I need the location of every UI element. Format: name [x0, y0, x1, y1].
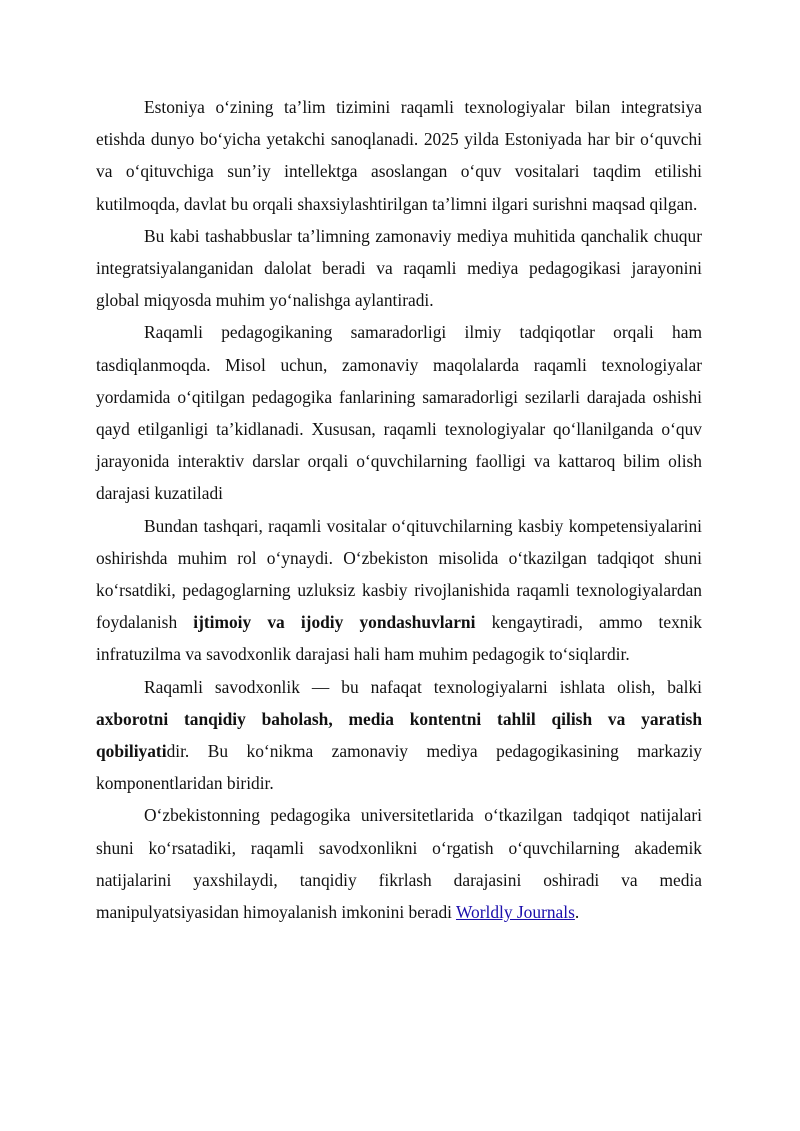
paragraph-text: O‘zbekistonning pedagogika universitetlarida o‘tkazilgan tadqiqot natijalari shuni ko‘rsatadiki, raqamli savodxonlikni o‘rgatish o‘quvchilarning akademik natijalarini yaxshilaydi, tanqidiy fikrlash darajasini oshiradi va media manipulyatsiyasidan himoyalanish imkonini beradi [96, 805, 702, 923]
worldly-journals-link[interactable]: Worldly Journals [456, 902, 575, 923]
paragraph-text: dir. Bu ko‘nikma zamonaviy mediya pedagogikasining markaziy komponentlaridan biridir. [96, 741, 702, 794]
bold-phrase: axborotni tanqidiy baholash, media kontentni tahlil qilish va yaratish qobiliyati [96, 708, 702, 762]
paragraph-initiatives: Bu kabi tashabbuslar ta’limning zamonaviy mediya muhitida qanchalik chuqur integratsiyalanganidan dalolat beradi va raqamli mediya pedagogikasi jarayonini global miqyosda muhim yo‘nalishga aylantiradi. [96, 225, 702, 311]
paragraph-text: kengaytiradi, ammo texnik infratuzilma va savodxonlik darajasi hali ham muhim pedagogik to‘siqlardir. [96, 612, 702, 665]
bold-phrase: ijtimoiy va ijodiy yondashuvlarni [193, 612, 476, 633]
paragraph-effectiveness: Raqamli pedagogikaning samaradorligi ilmiy tadqiqotlar orqali ham tasdiqlanmoqda. Misol uchun, zamonaviy maqolalarda raqamli texnologiyalar yordamida o‘qitilgan pedagogika fanlarining samaradorligi sezilarli darajada oshishi qayd etilganligi ta’kidlanadi. Xususan, raqamli texnologiyalar qo‘llanilganda o‘quv jarayonida interaktiv darslar orqali o‘quvchilarning faolligi va kattaroq bilim olish darajasi kuzatiladi [96, 322, 702, 504]
paragraph-text: Raqamli savodxonlik — bu nafaqat texnologiyalarni ishlata olish, balki [144, 676, 702, 697]
paragraph-text: . [574, 902, 580, 923]
paragraph-research-results [96, 799, 702, 928]
paragraph-estonia: Estoniya o‘zining ta’lim tizimini raqamli texnologiyalar bilan integratsiya etishda dunyo bo‘yicha yetakchi sanoqlanadi. 2025 yilda Estoniyada har bir o‘quvchi va o‘qituvchiga sun’iy intellektga asoslangan o‘quv vositalari taqdim etilishi kutilmoqda, davlat bu orqali shaxsiylashtirilgan ta’limni ilgari surishni maqsad qilgan. [96, 97, 702, 214]
paragraph-text: Bundan tashqari, raqamli vositalar o‘qituvchilarning kasbiy kompetensiyalarini oshirishda muhim rol o‘ynaydi. O‘zbekiston misolida o‘tkazilgan tadqiqot shuni ko‘rsatdiki, pedagoglarning uzluksiz kasbiy rivojlanishida raqamli texnologiyalardan foydalanish [96, 515, 702, 633]
paragraph-teacher-competence [96, 510, 702, 671]
document-page [96, 91, 702, 928]
paragraph-digital-literacy [96, 671, 702, 800]
